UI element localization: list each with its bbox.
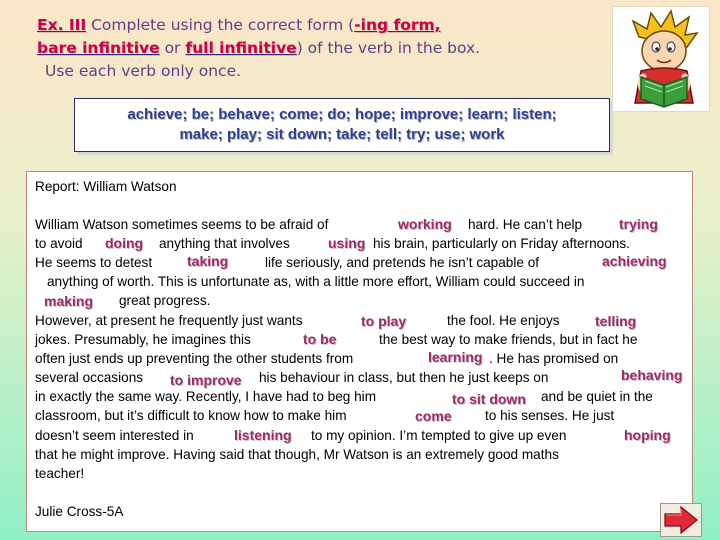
report-text: to avoid — [35, 236, 83, 251]
answer-to-play: to play — [361, 313, 407, 329]
report-text: anything of worth. This is unfortunate as, with a little more effort, William could succeed in — [47, 274, 585, 289]
report-text: life seriously, and pretends he isn’t capable of — [265, 255, 540, 270]
report-text: that he might improve. Having said that though, Mr Watson is an extremely good maths — [35, 447, 559, 462]
report-text: hard. He can’t help — [468, 217, 583, 232]
report-text: and be quiet in the — [541, 389, 653, 404]
report-text: his behaviour in class, but then he just keeps on — [259, 370, 549, 385]
answer-listening: listening — [234, 427, 292, 443]
report-text: the best way to make friends, but in fact he — [379, 332, 638, 347]
form-full-infinitive: full infinitive — [185, 39, 297, 57]
report-text: teacher! — [35, 466, 85, 481]
exercise-instructions — [37, 14, 617, 83]
report-text: jokes. Presumably, he imagines this — [35, 332, 251, 347]
answer-come: come — [415, 408, 452, 424]
form-bare-infinitive: bare infinitive — [37, 39, 160, 57]
verb-list-line2: make; play; sit down; take; tell; try; use; work — [179, 126, 505, 143]
report-text: William Watson sometimes seems to be afraid of — [35, 217, 329, 232]
answer-trying: trying — [619, 216, 658, 232]
answer-achieving: achieving — [602, 253, 667, 269]
report-text: anything that involves — [159, 236, 290, 251]
answer-making: making — [44, 293, 94, 309]
report-text: to his senses. He just — [485, 408, 615, 423]
answer-to-be: to be — [303, 331, 337, 347]
report-text: . He has promised on — [489, 351, 619, 366]
report-text: doesn’t seem interested in — [35, 428, 194, 443]
or-word: or — [159, 39, 186, 57]
report-text: the fool. He enjoys — [447, 313, 560, 328]
answer-taking: taking — [187, 253, 229, 269]
answer-to-improve: to improve — [170, 372, 242, 388]
instructions-part2: ) of the verb in the box. — [296, 39, 481, 57]
next-slide-button[interactable] — [660, 503, 702, 537]
boy-reading-book-icon — [612, 6, 710, 112]
exercise-label: Ex. III — [37, 16, 87, 34]
answer-hoping: hoping — [624, 427, 671, 443]
report-text: classroom, but it’s difficult to know how to make him — [35, 408, 347, 423]
answer-working: working — [398, 216, 452, 232]
instructions-part1: Complete using the correct form ( — [86, 16, 355, 34]
report-text: great progress. — [119, 293, 211, 308]
answer-doing: doing — [105, 235, 144, 251]
report-text: his brain, particularly on Friday afternoons. — [373, 236, 630, 251]
verb-box — [74, 98, 610, 152]
report-heading: Report: William Watson — [35, 179, 177, 194]
answer-telling: telling — [595, 313, 637, 329]
report-text: However, at present he frequently just wants — [35, 313, 303, 328]
report-text: He seems to detest — [35, 255, 153, 270]
report-text-box — [26, 171, 693, 532]
report-text: often just ends up preventing the other students from — [35, 351, 354, 366]
answer-using: using — [328, 235, 366, 251]
verb-list-line1: achieve; be; behave; come; do; hope; improve; learn; listen; — [127, 106, 557, 123]
answer-behaving: behaving — [621, 367, 683, 383]
instructions-line3: Use each verb only once. — [45, 62, 242, 80]
report-text: in exactly the same way. Recently, I have had to beg him — [35, 389, 377, 404]
form-ing: -ing form, — [354, 16, 441, 34]
answer-to-sit-down: to sit down — [452, 391, 526, 407]
red-right-arrow-icon — [660, 503, 702, 537]
report-text: several occasions — [35, 370, 144, 385]
report-text: to my opinion. I’m tempted to give up even — [311, 428, 567, 443]
report-signature: Julie Cross-5A — [35, 504, 124, 519]
answer-learning: learning — [428, 349, 483, 365]
